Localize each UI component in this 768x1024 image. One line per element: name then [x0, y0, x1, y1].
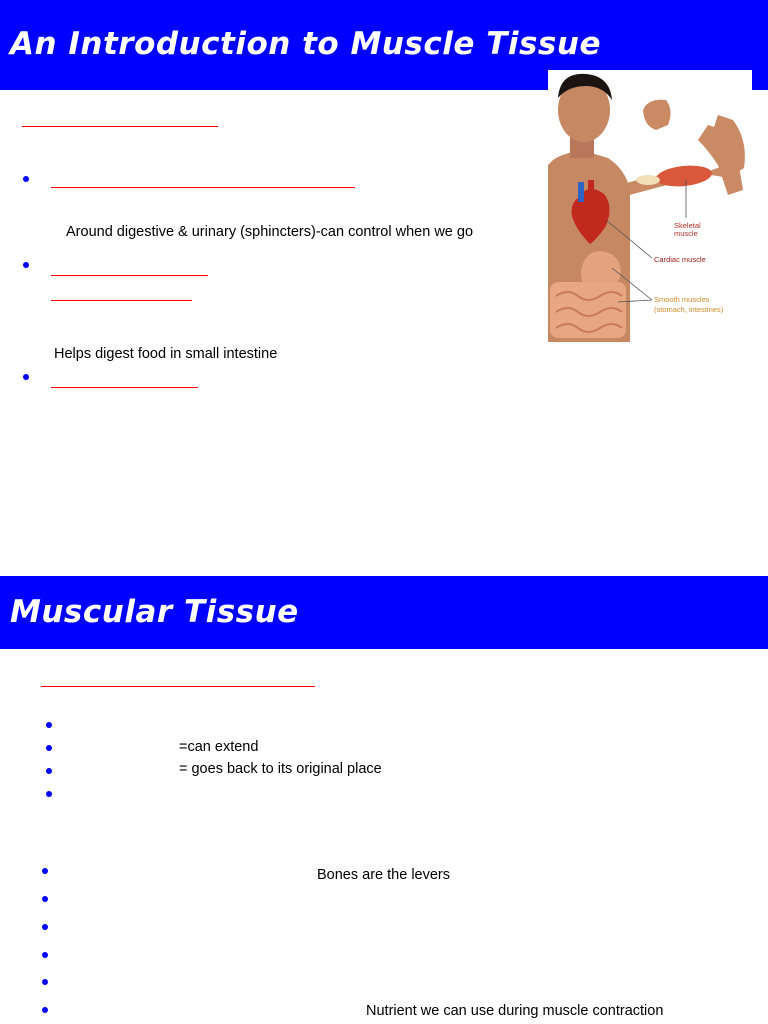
label-skeletal: Skeletal [674, 221, 701, 230]
bullet-dot [23, 176, 29, 182]
note-text: Helps digest food in small intestine [54, 346, 278, 362]
bullet-dot [42, 979, 48, 985]
label-skeletal: muscle [674, 229, 698, 238]
blank-line [51, 187, 355, 188]
vessel [588, 180, 594, 196]
bullet-dot [42, 952, 48, 958]
bullet-dot [42, 924, 48, 930]
bullet-dot [23, 262, 29, 268]
label-cardiac: Cardiac muscle [654, 255, 706, 264]
muscle-types-figure [548, 70, 752, 342]
note-text: =can extend [179, 739, 259, 755]
note-text: Bones are the levers [317, 867, 450, 883]
label-smooth: (stomach, intestines) [654, 305, 724, 314]
bullet-dot [23, 374, 29, 380]
fist [643, 100, 671, 130]
slide-title: Muscular Tissue [10, 594, 299, 630]
label-smooth: Smooth muscles [654, 295, 710, 304]
note-text: Nutrient we can use during muscle contraction [366, 1003, 664, 1019]
anatomy-illustration [548, 70, 752, 342]
slide-title: An Introduction to Muscle Tissue [10, 26, 601, 62]
note-text: Around digestive & urinary (sphincters)-can control when we go [66, 224, 474, 240]
blank-line [51, 300, 192, 301]
bullet-dot [46, 722, 52, 728]
blank-line [41, 686, 315, 687]
title-bar [0, 576, 768, 649]
slide-muscular-tissue [0, 576, 768, 1024]
blank-line [51, 275, 208, 276]
bullet-dot [46, 791, 52, 797]
bullet-dot [46, 768, 52, 774]
bullet-dot [46, 745, 52, 751]
blank-line [51, 387, 198, 388]
bullet-dot [42, 868, 48, 874]
blank-line [22, 126, 218, 127]
bullet-dot [42, 1007, 48, 1013]
bullet-dot [42, 896, 48, 902]
vessel [578, 182, 584, 202]
tendon [636, 175, 660, 185]
note-text: = goes back to its original place [179, 761, 382, 777]
